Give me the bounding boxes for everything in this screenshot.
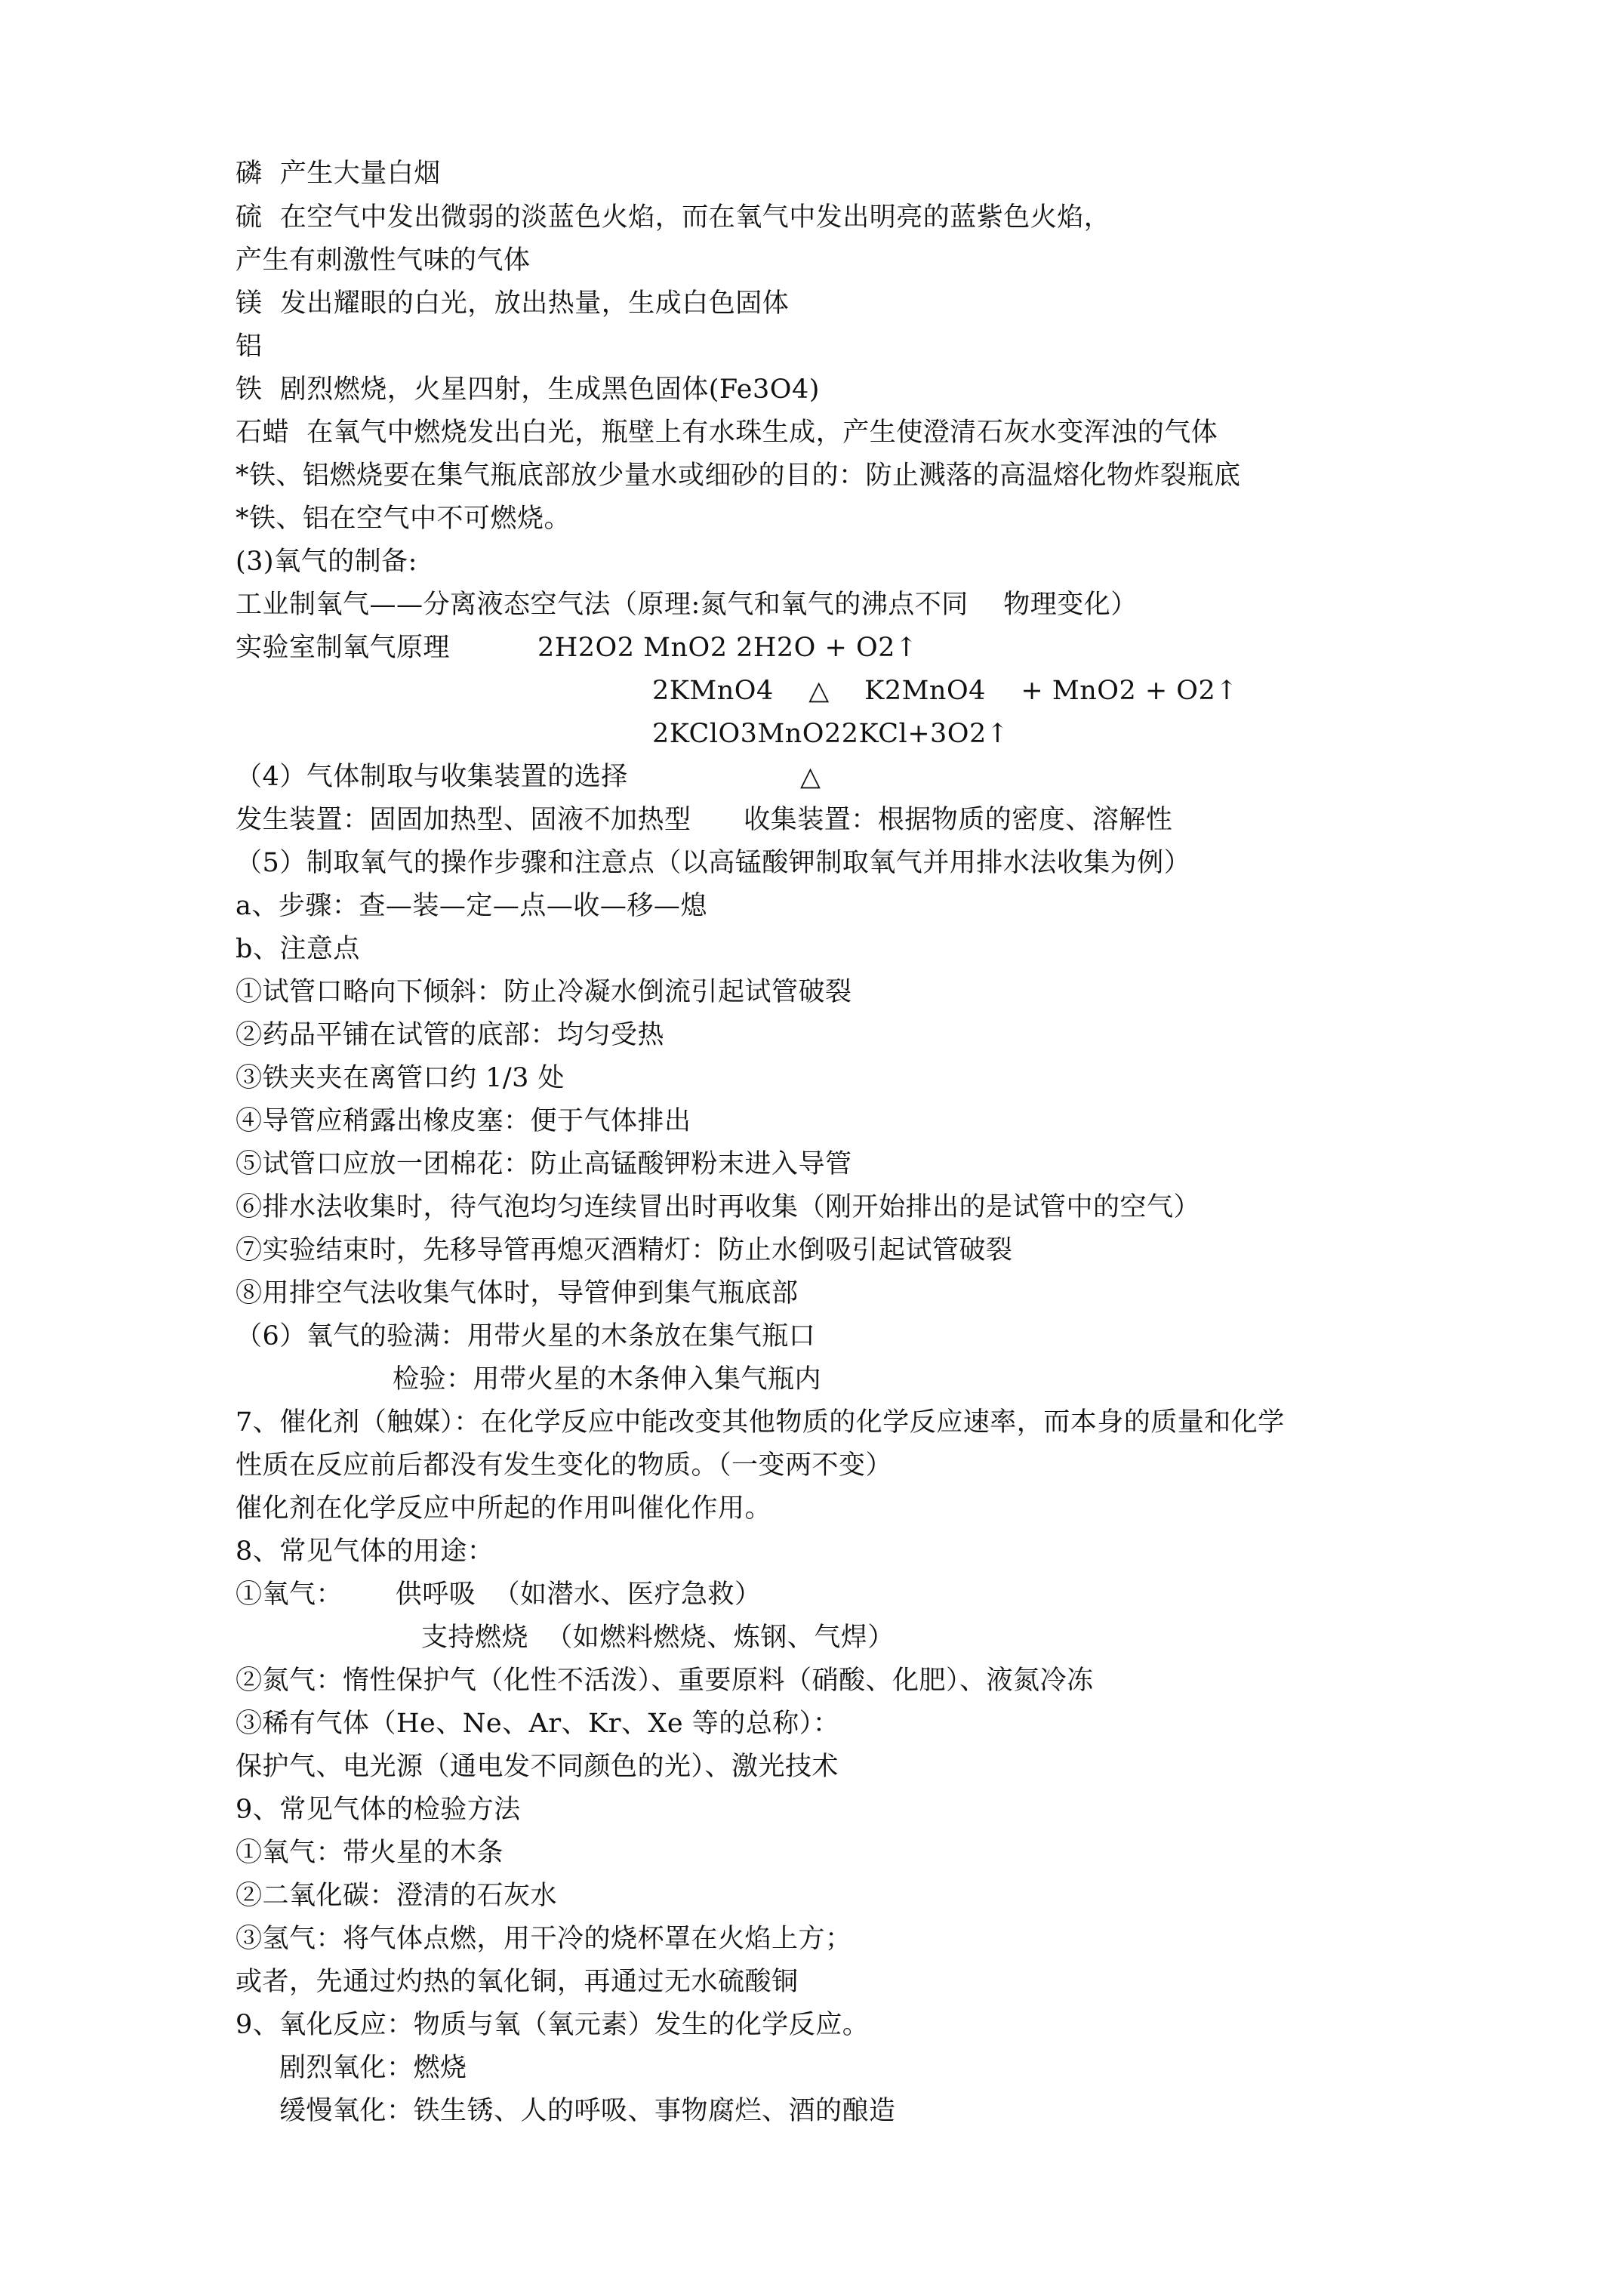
text-line-note-item-6: ⑥排水法收集时，待气泡均匀连续冒出时再收集（刚开始排出的是试管中的空气） bbox=[236, 1192, 1201, 1222]
text-line-test-hydrogen: ③氢气：将气体点燃，用干冷的烧杯罩在火焰上方； bbox=[236, 1924, 852, 1954]
text-line-catalyst-definition: 7、催化剂（触媒）：在化学反应中能改变其他物质的化学反应速率，而本身的质量和化学 bbox=[236, 1407, 1285, 1438]
text-line-oxygen-test: 检验：用带火星的木条伸入集气瓶内 bbox=[393, 1364, 822, 1395]
text-line-apparatus-selection: （4）气体制取与收集装置的选择 bbox=[236, 762, 628, 792]
text-line-note-item-1: ①试管口略向下倾斜：防止冷凝水倒流引起试管破裂 bbox=[236, 977, 852, 1007]
text-line-noble-gas-uses: 保护气、电光源（通电发不同颜色的光）、激光技术 bbox=[236, 1752, 839, 1782]
text-line-note-item-5: ⑤试管口应放一团棉花：防止高锰酸钾粉末进入导管 bbox=[236, 1149, 852, 1179]
text-line-oxygen-full-check: （6）氧气的验满：用带火星的木条放在集气瓶口 bbox=[236, 1321, 816, 1351]
text-line-note-1: *铁、铝燃烧要在集气瓶底部放少量水或细砂的目的：防止溅落的高温熔化物炸裂瓶底 bbox=[236, 461, 1241, 491]
equation-kclo3: 2KClO3MnO22KCl+3O2↑ bbox=[652, 719, 1009, 749]
text-line-catalytic-effect: 催化剂在化学反应中所起的作用叫催化作用。 bbox=[236, 1493, 772, 1524]
text-line-noble-gases: ③稀有气体（He、Ne、Ar、Kr、Xe 等的总称）： bbox=[236, 1709, 840, 1739]
text-line-slow-oxidation: 缓慢氧化：铁生锈、人的呼吸、事物腐烂、酒的酿造 bbox=[279, 2096, 896, 2126]
text-line-phosphorus: 磷 产生大量白烟 bbox=[236, 159, 441, 189]
text-line-steps: a、步骤：查—装—定—点—收—移—熄 bbox=[236, 891, 707, 921]
text-line-magnesium: 镁 发出耀眼的白光，放出热量，生成白色固体 bbox=[236, 288, 790, 319]
text-line-note-item-8: ⑧用排空气法收集气体时，导管伸到集气瓶底部 bbox=[236, 1278, 799, 1308]
equation-h2o2: 2H2O2 MnO2 2H2O + O2↑ bbox=[537, 633, 918, 663]
text-line-oxygen-prep-title: (3)氧气的制备: bbox=[236, 547, 417, 577]
text-line-oxidation-reaction: 9、氧化反应：物质与氧（氧元素）发生的化学反应。 bbox=[236, 2010, 870, 2040]
text-line-lab-oxygen-label: 实验室制氧气原理 bbox=[236, 633, 451, 663]
equation-kmno4: 2KMnO4 △ K2MnO4 + MnO2 + O2↑ bbox=[652, 676, 1239, 706]
text-line-note-item-3: ③铁夹夹在离管口约 1/3 处 bbox=[236, 1063, 565, 1093]
text-line-sulfur-gas: 产生有刺激性气味的气体 bbox=[236, 245, 531, 276]
text-line-oxygen-use-breathing: ①氧气： 供呼吸 （如潜水、医疗急救） bbox=[236, 1579, 762, 1610]
text-line-paraffin: 石蜡 在氧气中燃烧发出白光，瓶壁上有水珠生成，产生使澄清石灰水变浑浊的气体 bbox=[236, 418, 1218, 448]
text-line-generation-collection: 发生装置：固固加热型、固液不加热型 收集装置：根据物质的密度、溶解性 bbox=[236, 805, 1173, 835]
text-line-notes-title: b、注意点 bbox=[236, 934, 360, 964]
text-line-oxygen-use-combustion: 支持燃烧 （如燃料燃烧、炼钢、气焊） bbox=[421, 1623, 895, 1653]
text-line-test-hydrogen-alt: 或者，先通过灼热的氧化铜，再通过无水硫酸铜 bbox=[236, 1967, 799, 1997]
text-line-sulfur: 硫 在空气中发出微弱的淡蓝色火焰，而在氧气中发出明亮的蓝紫色火焰， bbox=[236, 202, 1111, 233]
text-line-test-co2: ②二氧化碳：澄清的石灰水 bbox=[236, 1881, 558, 1911]
text-line-gas-test-title: 9、常见气体的检验方法 bbox=[236, 1795, 521, 1825]
text-line-note-item-4: ④导管应稍露出橡皮塞：便于气体排出 bbox=[236, 1106, 691, 1136]
text-line-note-2: *铁、铝在空气中不可燃烧。 bbox=[236, 504, 571, 534]
text-line-nitrogen-use: ②氮气：惰性保护气（化性不活泼）、重要原料（硝酸、化肥）、液氮冷冻 bbox=[236, 1666, 1094, 1696]
heat-triangle-symbol: △ bbox=[800, 762, 821, 792]
text-line-test-oxygen: ①氧气：带火星的木条 bbox=[236, 1838, 504, 1868]
text-line-catalyst-definition-cont: 性质在反应前后都没有发生变化的物质。（一变两不变） bbox=[236, 1450, 893, 1481]
text-line-vigorous-oxidation: 剧烈氧化：燃烧 bbox=[279, 2053, 467, 2083]
text-line-note-item-7: ⑦实验结束时，先移导管再熄灭酒精灯：防止水倒吸引起试管破裂 bbox=[236, 1235, 1013, 1265]
text-line-note-item-2: ②药品平铺在试管的底部：均匀受热 bbox=[236, 1020, 665, 1050]
text-line-gas-uses-title: 8、常见气体的用途： bbox=[236, 1536, 494, 1567]
text-line-procedure-title: （5）制取氧气的操作步骤和注意点（以高锰酸钾制取氧气并用排水法收集为例） bbox=[236, 848, 1191, 878]
text-line-industrial-oxygen: 工业制氧气——分离液态空气法（原理:氮气和氧气的沸点不同 物理变化） bbox=[236, 590, 1138, 620]
text-line-aluminum: 铝 bbox=[236, 331, 263, 362]
text-line-iron: 铁 剧烈燃烧，火星四射，生成黑色固体(Fe3O4) bbox=[236, 374, 820, 405]
